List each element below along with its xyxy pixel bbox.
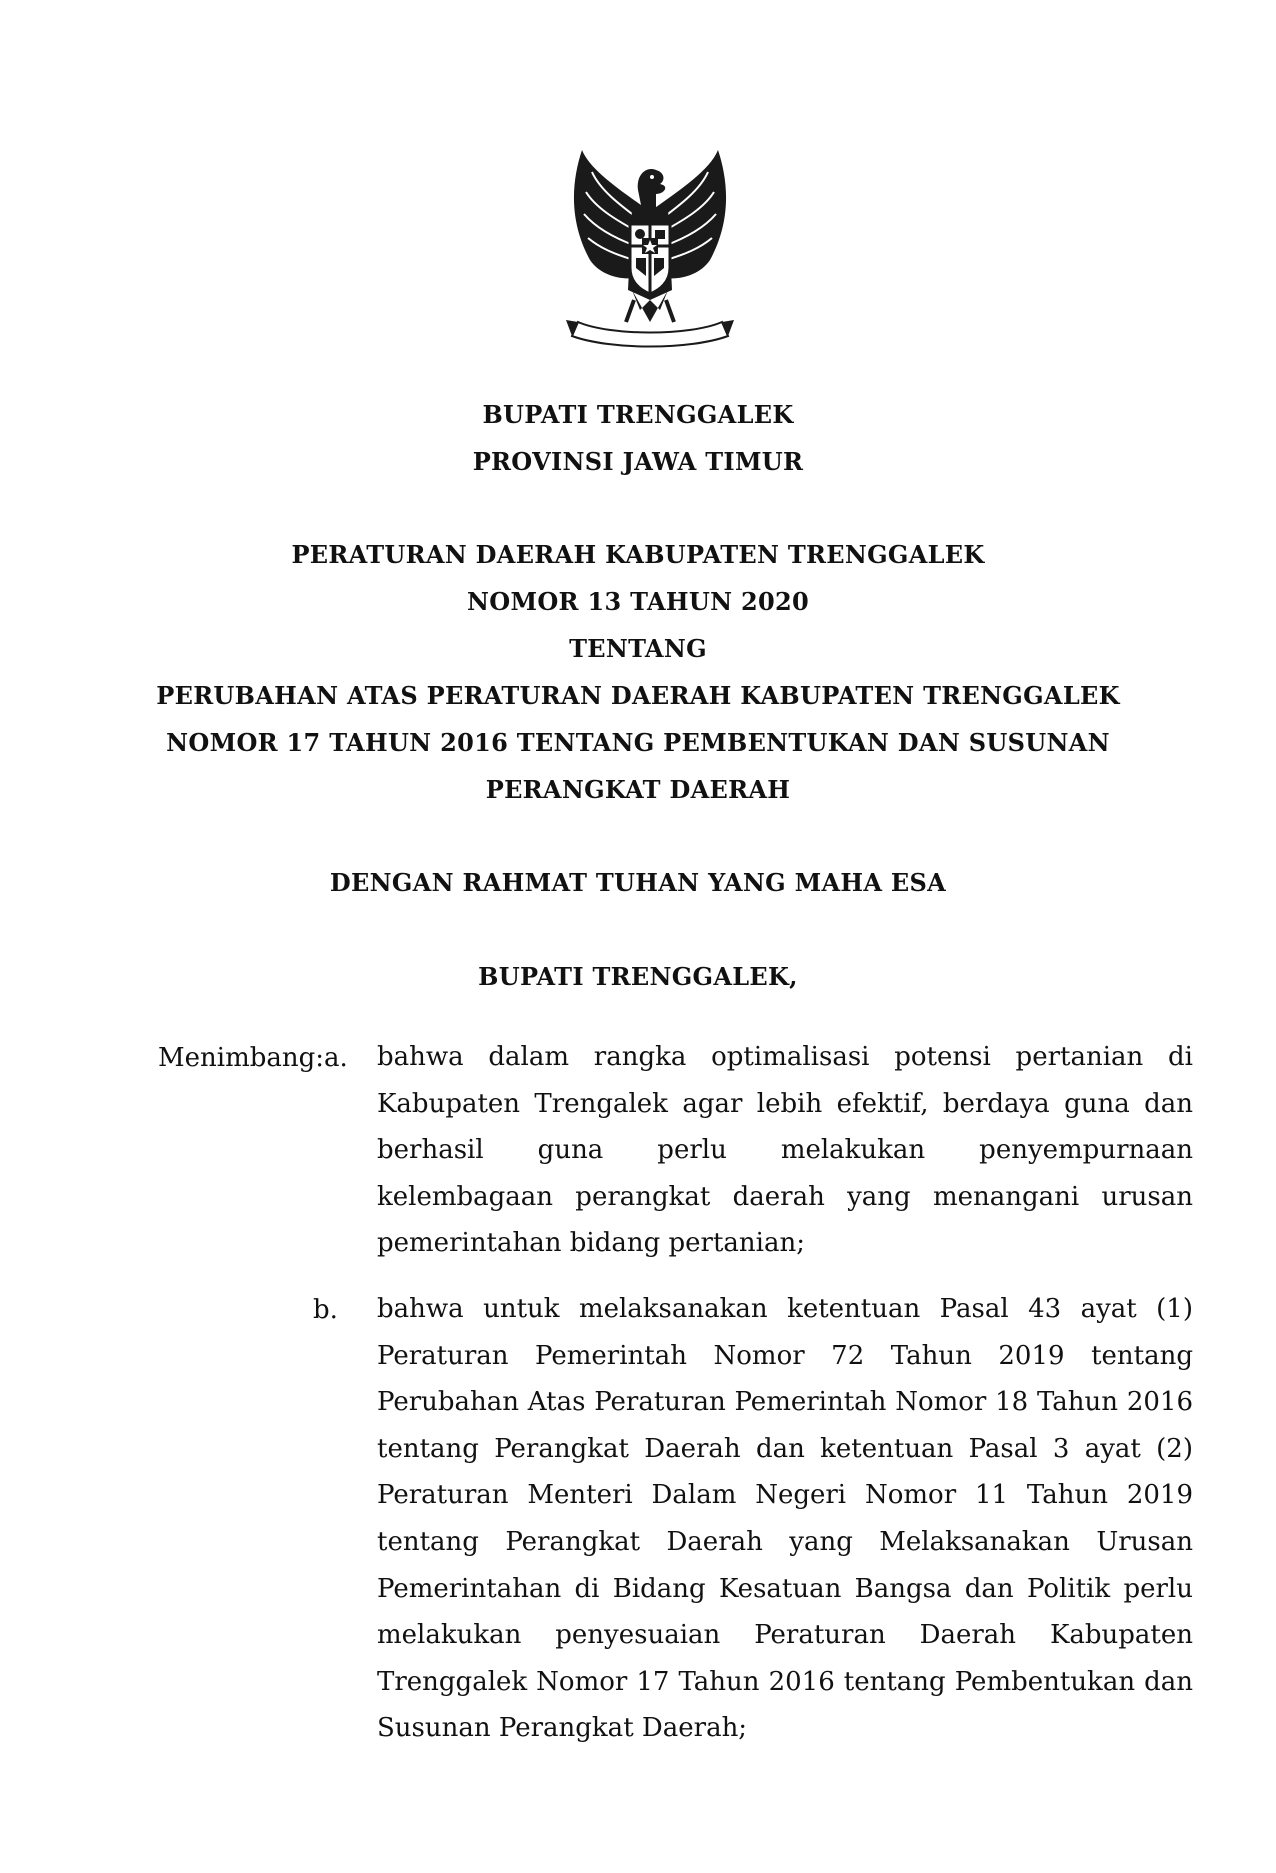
considering-label-text: Menimbang: bbox=[158, 1043, 325, 1073]
regulation-number: NOMOR 13 TAHUN 2020 bbox=[467, 587, 809, 616]
regulation-subject-line-1: PERUBAHAN ATAS PERATURAN DAERAH KABUPATEN TRENGGALEK bbox=[156, 681, 1120, 710]
regulation-subject-line-3: PERANGKAT DAERAH bbox=[485, 775, 791, 804]
province-heading: PROVINSI JAWA TIMUR bbox=[472, 447, 804, 476]
item-marker-b: b. bbox=[313, 1295, 338, 1325]
considering-item-a-text: bahwa dalam rangka optimalisasi potensi pertanian di Kabupaten Trengalek agar lebih efektif, berdaya guna dan berhasil guna perlu melakukan penyempurnaan kelembagaan perangkat daerah yang menangani urusan pemerintahan bidang pertanian; bbox=[377, 1042, 1193, 1259]
considering-label bbox=[158, 1043, 348, 1073]
authority-heading: BUPATI TRENGGALEK bbox=[482, 400, 794, 429]
item-marker-a: a. bbox=[324, 1043, 348, 1073]
garuda-pancasila-emblem-icon bbox=[560, 150, 740, 350]
regulation-subject-line-2: NOMOR 17 TAHUN 2016 TENTANG PEMBENTUKAN DAN SUSUNAN bbox=[166, 728, 1110, 757]
considering-item-b-text: bahwa untuk melaksanakan ketentuan Pasal 43 ayat (1) Peraturan Pemerintah Nomor 72 Tahun 2019 tentang Perubahan Atas Peraturan Pemerintah Nomor 18 Tahun 2016 tentang Perangkat Daerah dan ketentuan Pasal 3 ayat (2) Peraturan Menteri Dalam Negeri Nomor 11 Tahun 2019 tentang Perangkat Daerah yang Melaksanakan Urusan Pemerintahan di Bidang Kesatuan Bangsa dan Politik perlu melakukan penyesuaian Peraturan Daerah Kabupaten Trenggalek Nomor 17 Tahun 2016 tentang Pembentukan dan Susunan Perangkat Daerah; bbox=[377, 1294, 1193, 1744]
regulation-about: TENTANG bbox=[569, 634, 707, 663]
issuer-heading: BUPATI TRENGGALEK, bbox=[478, 962, 798, 991]
regulation-title: PERATURAN DAERAH KABUPATEN TRENGGALEK bbox=[291, 540, 985, 569]
blessing-heading: DENGAN RAHMAT TUHAN YANG MAHA ESA bbox=[329, 868, 947, 897]
